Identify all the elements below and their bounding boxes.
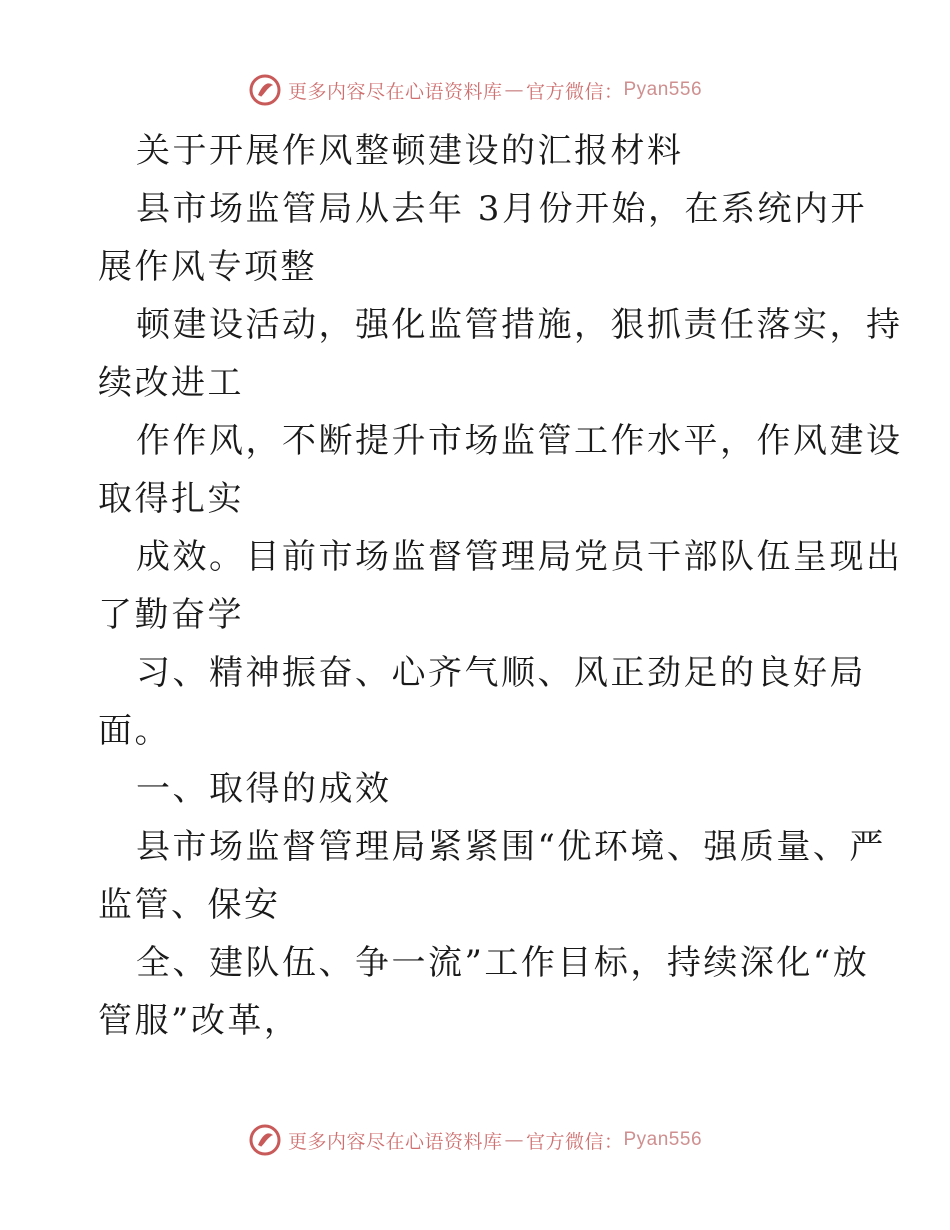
header-watermark: [0, 70, 950, 110]
brand-logo-icon: [248, 1123, 282, 1157]
paragraph-line: 习、精神振奋、心齐气顺、风正劲足的良好局: [136, 653, 866, 693]
watermark-account-label: 官方微信：: [525, 1130, 624, 1153]
watermark-dash: —: [504, 1129, 524, 1151]
watermark-account-label: 官方微信：: [525, 80, 624, 103]
watermark-dash: —: [504, 79, 524, 101]
paragraph-line: 顿建设活动，强化监管措施，狠抓责任落实，持: [136, 305, 903, 345]
watermark-text: 更多内容尽在心语资料库: [287, 80, 503, 103]
watermark-handle: Pyan556: [623, 1129, 703, 1150]
paragraph-line: 续改进工: [98, 363, 244, 403]
paragraph-line: 监管、保安: [98, 885, 281, 925]
paragraph-line: 成效。目前市场监督管理局党员干部队伍呈现出: [136, 537, 903, 577]
footer-watermark: [0, 1120, 950, 1160]
paragraph-line: 作作风，不断提升市场监管工作水平，作风建设: [136, 421, 903, 461]
document-body: [98, 122, 903, 1050]
paragraph-line: 管服”改革，: [98, 1001, 301, 1041]
paragraph-line: 县市场监督管理局紧紧围“优环境、强质量、严: [136, 827, 886, 867]
paragraph-line: 取得扎实: [98, 479, 244, 519]
paragraph-line: 一、取得的成效: [136, 769, 392, 809]
watermark-handle: Pyan556: [623, 79, 703, 100]
watermark-text: 更多内容尽在心语资料库: [287, 1130, 503, 1153]
paragraph-line: 全、建队伍、争一流”工作目标，持续深化“放: [136, 943, 870, 983]
paragraph-line: 县市场监管局从去年 3月份开始，在系统内开: [136, 189, 867, 229]
brand-logo-icon: [248, 73, 282, 107]
paragraph-line: 了勤奋学: [98, 595, 244, 635]
paragraph-line: 面。: [98, 711, 171, 751]
paragraph-line: 展作风专项整: [98, 247, 317, 287]
document-title: 关于开展作风整顿建设的汇报材料: [136, 131, 684, 171]
